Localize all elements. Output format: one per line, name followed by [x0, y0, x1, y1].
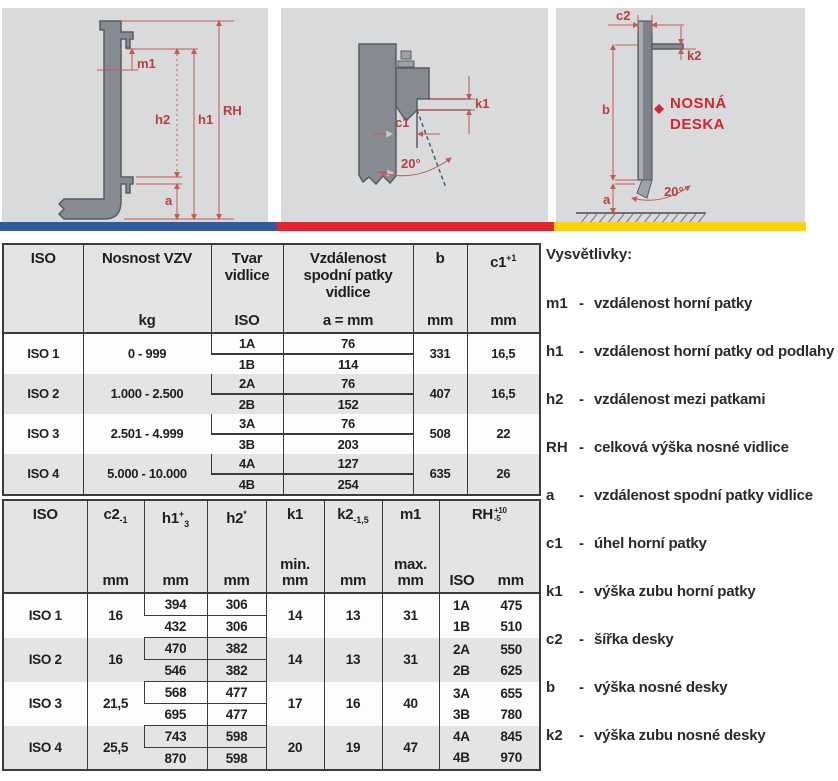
- hook-detail-drawing: [281, 8, 548, 222]
- table1-header-tvar: Tvar vidlice ISO: [211, 244, 283, 333]
- accent-bar-red: [277, 222, 554, 231]
- cell-m1: 47: [382, 726, 439, 771]
- upper-hook-block: [396, 68, 429, 121]
- cell-rh: 3A 655 3B 780: [439, 682, 540, 726]
- cell-k1: 17: [266, 682, 324, 726]
- legend-item: a - vzdálenost spodní patky vidlice: [546, 487, 813, 504]
- cell-c2: 21,5: [87, 682, 144, 726]
- cell-c1: 26: [467, 454, 540, 495]
- table-row: [3, 374, 540, 394]
- cell-h1: 743: [144, 726, 207, 748]
- legend-item: h2 - vzdálenost mezi patkami: [546, 391, 766, 408]
- cell-tvar: 2B: [211, 394, 283, 414]
- label-c1: c1: [395, 115, 410, 130]
- cell-tvar: 1A: [211, 333, 283, 354]
- label-h2: h2: [155, 112, 171, 127]
- cell-vzdalenost: 76: [283, 333, 413, 354]
- table2-header-c2: $c2_{-1}$ mm: [87, 500, 144, 593]
- table1-header-vzdalenost: Vzdálenost spodní patky vidlice a = mm: [283, 244, 413, 333]
- table2-header-rh: RH +10 -5 ISO mm: [439, 500, 540, 593]
- cell-k2: 19: [324, 726, 382, 771]
- cell-iso: ISO 3: [28, 696, 62, 711]
- cell-tvar: 4A: [211, 454, 283, 474]
- legend: [546, 246, 836, 775]
- cell-vzdalenost: 127: [283, 454, 413, 474]
- cell-m1: 31: [382, 638, 439, 682]
- label-angle-20: 20°: [401, 156, 421, 171]
- legend-item: h1 - vzdálenost horní patky od podlahy: [546, 343, 835, 360]
- table1-header-nosnost: Nosnost VZV kg: [83, 244, 211, 333]
- label-rh: RH: [223, 103, 242, 118]
- legend-item: m1 - vzdálenost horní patky: [546, 295, 753, 312]
- fork-outline: [59, 21, 133, 219]
- cell-nosnost: 1.000 - 2.500: [83, 374, 211, 414]
- cell-h1: 870: [144, 748, 207, 771]
- plate-highlight: [639, 22, 643, 179]
- cell-h1: 546: [144, 660, 207, 682]
- cell-iso: ISO 4: [3, 726, 87, 771]
- accent-bar-blue: [0, 222, 277, 231]
- diagram-carriage-plate: [556, 8, 805, 222]
- cell-k1: 14: [266, 638, 324, 682]
- label-h1: h1: [198, 112, 214, 127]
- ground-hatching: [580, 214, 705, 222]
- cell-c2: 16: [87, 638, 144, 682]
- cell-m1: 40: [382, 682, 439, 726]
- cell-rh: 1A 475 1B 510: [439, 593, 540, 638]
- cell-b: 407: [413, 374, 467, 414]
- label-a: a: [603, 192, 611, 207]
- label-angle-20: 20°: [664, 184, 684, 199]
- diagram-hook-detail: [281, 8, 548, 222]
- table2-header-m1: m1 max. mm: [382, 500, 439, 593]
- table1-header-c1: $c1^{+1}$ mm: [467, 244, 540, 333]
- cell-c1: 16,5: [467, 374, 540, 414]
- angle-slant-line: [417, 110, 446, 188]
- cell-b: 508: [413, 414, 467, 454]
- hook-clip-top: [401, 51, 411, 59]
- cell-tvar: 3B: [238, 436, 255, 452]
- cell-vzdalenost: 114: [283, 354, 413, 374]
- label-deska: DESKA: [670, 116, 726, 133]
- legend-item: b - výška nosné desky: [546, 679, 728, 696]
- cell-h1: 568: [144, 682, 207, 704]
- table-row: [3, 726, 540, 748]
- legend-item: c1 - úhel horní patky: [546, 535, 707, 552]
- cell-h1: 394: [144, 593, 207, 616]
- cell-h1: 470: [144, 638, 207, 660]
- cell-k2: 16: [324, 682, 382, 726]
- cell-vzdalenost: 254: [283, 474, 413, 495]
- cell-tvar: 2A: [211, 374, 283, 394]
- accent-bar-yellow: [554, 222, 806, 231]
- cell-c1: 22: [467, 414, 540, 454]
- cell-nosnost: 2.501 - 4.999: [83, 414, 211, 454]
- legend-item: k2 - výška zubu nosné desky: [546, 727, 766, 744]
- cell-c1: 16,5: [467, 333, 540, 374]
- label-a: a: [165, 193, 173, 208]
- diagram-fork-side-view: [2, 8, 268, 222]
- k2-tooth-bar: [652, 44, 683, 49]
- cell-h2: 382: [207, 660, 266, 682]
- label-b: b: [602, 102, 610, 117]
- label-k2: k2: [687, 48, 702, 63]
- cell-k2: 13: [324, 593, 382, 638]
- cell-iso: ISO 4: [3, 454, 83, 495]
- cell-m1: 31: [382, 593, 439, 638]
- cell-vzdalenost: 152: [283, 394, 413, 414]
- cell-vzdalenost: 76: [283, 374, 413, 394]
- label-nosna: NOSNÁ: [670, 95, 727, 112]
- cell-k1: 14: [266, 593, 324, 638]
- legend-item: RH - celková výška nosné vidlice: [546, 439, 789, 456]
- cell-c2: 16: [87, 593, 144, 638]
- cell-tvar: 3A: [211, 414, 283, 434]
- cell-b: 331: [413, 333, 467, 374]
- table-row: [3, 333, 540, 354]
- plate-pointer-diamond: [654, 104, 664, 114]
- label-k1: k1: [475, 96, 490, 111]
- cell-h2: 598: [207, 726, 266, 748]
- hook-clip-bottom: [398, 61, 414, 67]
- table2-header-k1: k1 min. mm: [266, 500, 324, 593]
- table1-header-row: [3, 244, 540, 333]
- cell-h2: 477: [207, 704, 266, 726]
- table1-header-iso: ISO: [3, 244, 83, 333]
- legend-item: k1 - výška zubu horní patky: [546, 583, 756, 600]
- table2-header-row: [3, 500, 540, 593]
- table-row: [3, 414, 540, 434]
- label-c2: c2: [616, 8, 631, 23]
- table-row: [3, 682, 540, 704]
- cell-h2: 598: [207, 748, 266, 771]
- table-row: [3, 454, 540, 474]
- cell-tvar: 4B: [211, 474, 283, 495]
- cell-vzdalenost: 76: [283, 414, 413, 434]
- legend-item: c2 - šířka desky: [546, 631, 674, 648]
- cell-h2: 306: [207, 593, 266, 616]
- cell-h1: 695: [144, 704, 207, 726]
- table2-header-k2: $k2_{-1,5}$ mm: [324, 500, 382, 593]
- cell-c2: 25,5: [87, 726, 144, 771]
- table2-header-h1: $h1^+_3$ mm: [144, 500, 207, 593]
- cell-b: 635: [413, 454, 467, 495]
- legend-title: Vysvětlivky:: [546, 246, 633, 263]
- label-m1: m1: [137, 56, 156, 71]
- table2-header-h2: h2* mm: [207, 500, 266, 593]
- cell-iso: ISO 1: [27, 346, 60, 361]
- cell-iso: ISO 2: [3, 374, 83, 414]
- cell-k2: 13: [324, 638, 382, 682]
- cell-rh: 4A 845 4B 970: [439, 726, 540, 771]
- carriage-plate: [359, 44, 396, 184]
- table-fork-dimensions: [2, 243, 541, 496]
- cell-nosnost: 5.000 - 10.000: [83, 454, 211, 495]
- cell-h2: 306: [207, 616, 266, 638]
- cell-iso: ISO 1: [28, 608, 62, 624]
- table-row: [3, 593, 540, 616]
- cell-h2: 477: [207, 682, 266, 704]
- cell-h2: 382: [207, 638, 266, 660]
- table-fork-heights: [2, 499, 541, 771]
- cell-tvar: 1B: [238, 356, 255, 372]
- bottom-wedge: [637, 180, 652, 198]
- cell-iso: ISO 2: [3, 638, 87, 682]
- cell-vzdalenost: 203: [283, 434, 413, 454]
- cell-rh: 2A 550 2B 625: [439, 638, 540, 682]
- cell-iso: ISO 3: [27, 426, 60, 441]
- cell-k1: 20: [266, 726, 324, 771]
- cell-h1: 432: [144, 616, 207, 638]
- carriage-plate-drawing: [556, 8, 805, 222]
- table2-header-iso: ISO: [3, 500, 87, 593]
- table1-header-b: b mm: [413, 244, 467, 333]
- fork-side-view-drawing: [2, 8, 268, 222]
- table-row: [3, 638, 540, 660]
- cell-nosnost: 0 - 999: [83, 333, 211, 374]
